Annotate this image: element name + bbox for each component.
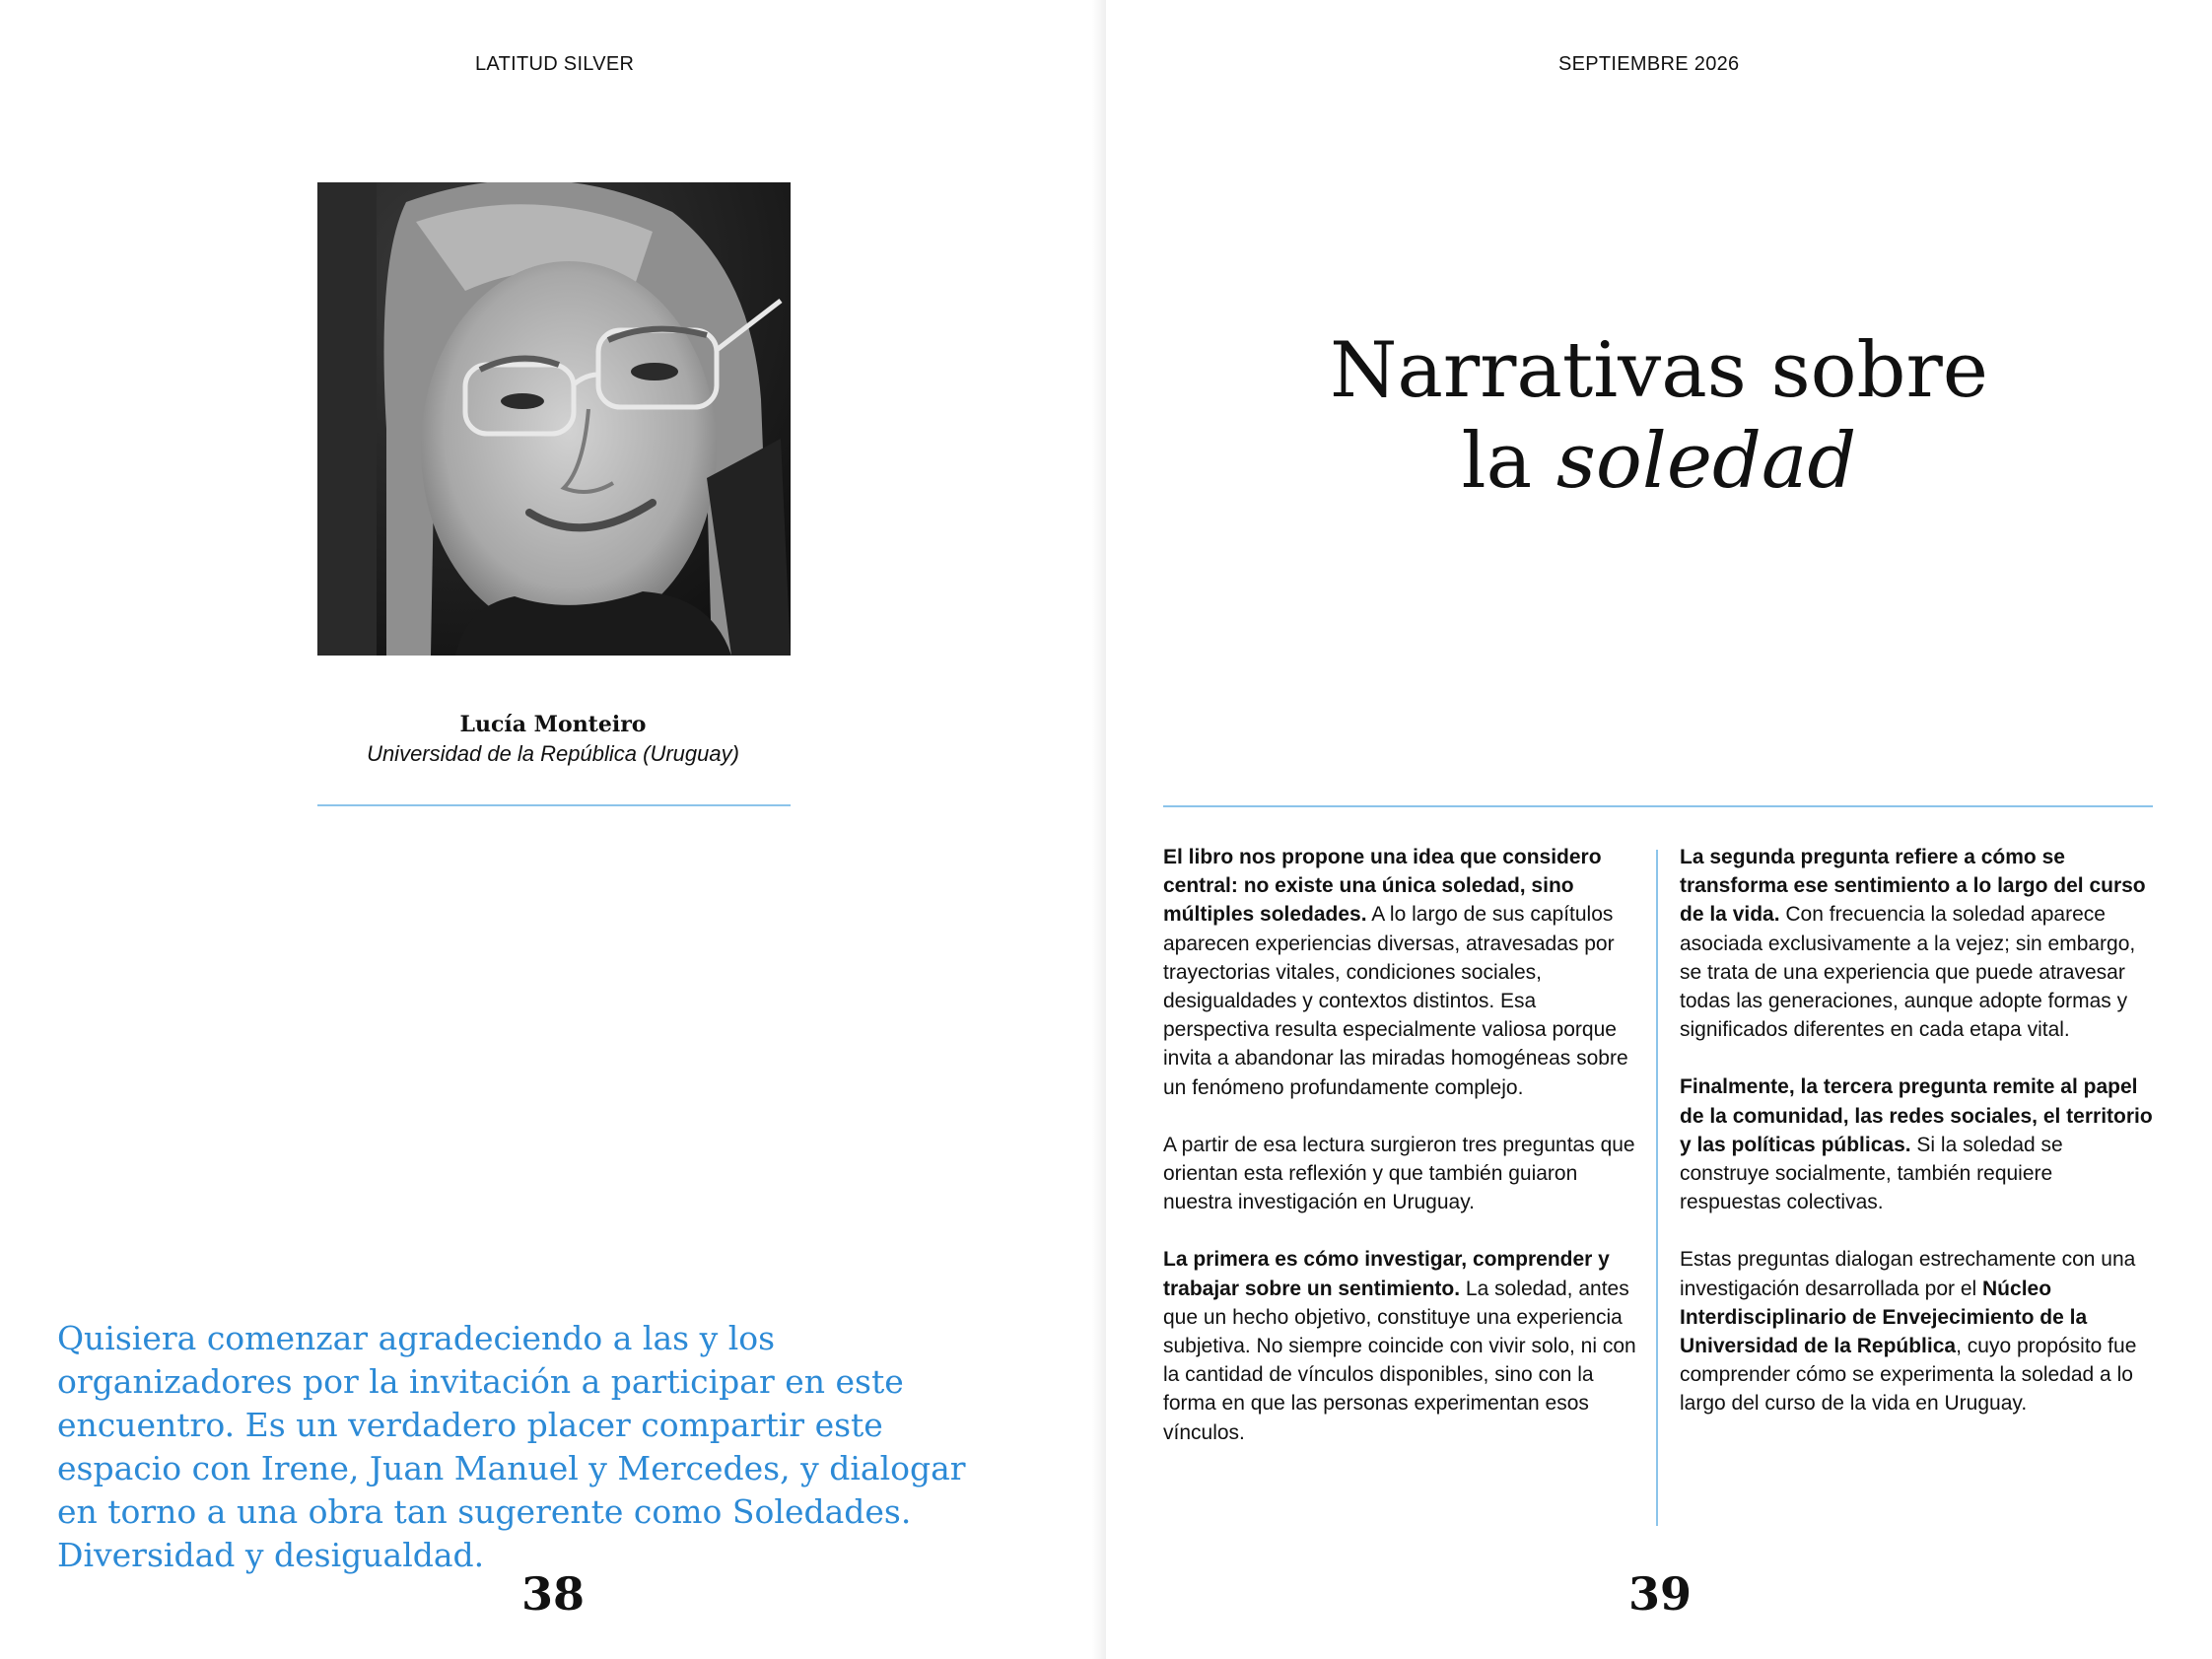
title-line-2-prefix: la (1461, 417, 1556, 506)
paragraph-text: Con frecuencia la soledad aparece asociada exclusivamente a la vejez; sin embargo, se trata de una experiencia que puede atravesar todas las generaciones, aunque adopte formas y significados diferentes en cada etapa vital. (1680, 903, 2136, 1042)
running-head-left: LATITUD SILVER (475, 53, 635, 75)
paragraph (1163, 843, 1641, 1102)
paragraph-text: La soledad, antes que un hecho objetivo, constituye una experiencia subjetiva. No siempre coincide con vivir solo, ni con la cantidad de vínculos disponibles, sino con la forma en que las personas experimentan esos vínculos. (1163, 1277, 1636, 1444)
paragraph-lead: El libro nos propone una idea que considero central: no existe una única soledad, sino múltiples soledades. (1163, 846, 1602, 927)
author-name: Lucía Monteiro (459, 712, 647, 737)
author-affiliation: Universidad de la República (Uruguay) (367, 741, 739, 766)
divider-rule (317, 804, 791, 806)
paragraph (1680, 843, 2158, 1044)
right-page (1106, 0, 2212, 1659)
paragraph-text: Si la soledad se construye socialmente, también requiere respuestas colectivas. (1680, 1133, 2063, 1214)
paragraph-lead: La primera es cómo investigar, comprender y trabajar sobre un sentimiento. (1163, 1248, 1610, 1300)
paragraph-emphasis: Núcleo Interdisciplinario de Envejecimiento de la Universidad de la República (1680, 1277, 2088, 1358)
paragraph (1680, 1072, 2158, 1216)
body-column-right (1680, 843, 2158, 1447)
paragraph-text: Estas preguntas dialogan estrechamente con una investigación desarrollada por el (1680, 1248, 2136, 1300)
paragraph-text: , cuyo propósito fue comprender cómo se experimenta la soledad a lo largo del curso de la vida en Uruguay. (1680, 1335, 2137, 1416)
page-number-left: 38 (520, 1567, 585, 1621)
title-line-2 (1106, 416, 2212, 507)
paragraph-lead: La segunda pregunta refiere a cómo se transforma ese sentimiento a lo largo del curso de la vida. (1680, 846, 2146, 927)
author-photo (317, 182, 791, 656)
paragraph-text: A partir de esa lectura surgieron tres preguntas que orientan esta reflexión y que también guiaron nuestra investigación en Uruguay. (1163, 1133, 1635, 1214)
running-head-right: SEPTIEMBRE 2026 (1558, 53, 1740, 75)
body-column-left (1163, 843, 1641, 1476)
divider-rule (1163, 805, 2153, 807)
title-line-2-italic: soledad (1555, 417, 1857, 506)
title-line-1: Narrativas sobre (1330, 326, 1988, 415)
paragraph-text: A lo largo de sus capítulos aparecen experiencias diversas, atravesadas por trayectorias vitales, condiciones sociales, desigualdades y contextos distintos. Esa perspectiva resulta especialmente valiosa porque invita a abandonar las miradas homogéneas sobre un fenómeno profundamente complejo. (1163, 903, 1628, 1099)
column-divider (1656, 850, 1658, 1526)
pull-quote: Quisiera comenzar agradeciendo a las y los organizadores por la invitación a participar en este encuentro. Es un verdadero placer compartir este espacio con Irene, Juan Manuel y Mercedes, y dialogar en torno a una obra tan sugerente como Soledades. Diversidad y desigualdad. (57, 1319, 966, 1574)
paragraph (1680, 1245, 2158, 1417)
paragraph (1163, 1245, 1641, 1446)
page-number-right: 39 (1627, 1567, 1692, 1621)
paragraph-lead: Finalmente, la tercera pregunta remite al papel de la comunidad, las redes sociales, el territorio y las políticas públicas. (1680, 1075, 2153, 1156)
paragraph (1163, 1131, 1641, 1217)
article-title (1106, 325, 2212, 507)
